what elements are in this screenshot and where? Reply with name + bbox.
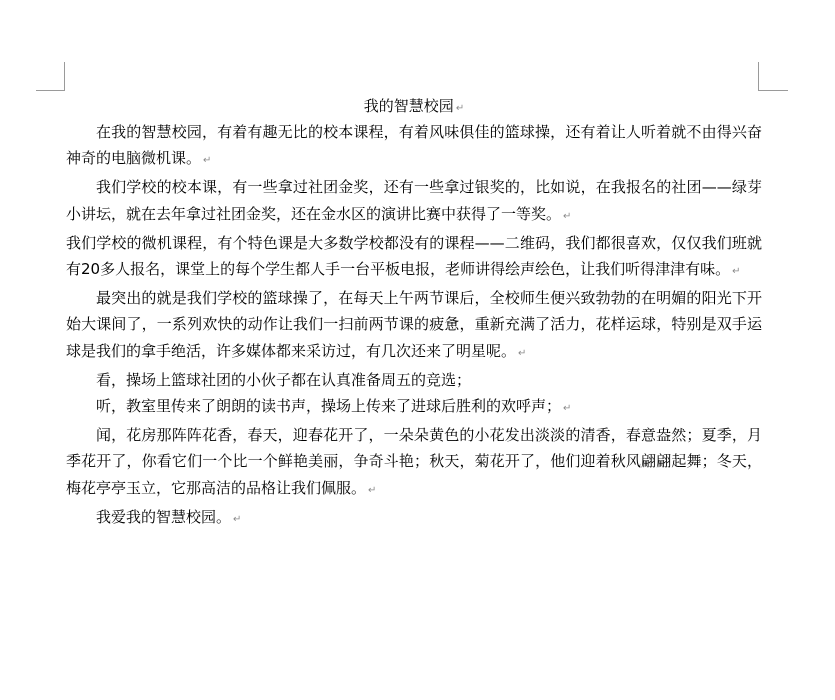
crop-mark-top-right-vertical — [758, 62, 759, 90]
paragraph — [66, 285, 762, 367]
crop-mark-top-left-vertical — [64, 62, 65, 90]
paragraph-mark-icon: ↵ — [563, 403, 572, 415]
paragraph — [66, 119, 762, 174]
document-body[interactable] — [66, 93, 762, 533]
paragraph-text: 我爱我的智慧校园。 — [96, 507, 232, 526]
paragraph — [66, 422, 762, 504]
paragraph-mark-icon: ↵ — [455, 103, 465, 114]
paragraph-mark-icon: ↵ — [368, 484, 377, 496]
paragraph — [66, 393, 762, 422]
document-title — [66, 93, 762, 119]
paragraph — [66, 174, 762, 229]
paragraph-text: 最突出的就是我们学校的篮球操了，在每天上午两节课后，全校师生便兴致勃勃的在明媚的阳光下开始大课间了，一系列欢快的动作让我们一扫前两节课的疲惫，重新充满了活力，花样运球，特别是双手运球是我们的拿手绝活，许多媒体都来采访过，有几次还来了明星呢。 — [66, 289, 762, 360]
paragraph — [66, 367, 762, 393]
paragraph-mark-icon: ↵ — [732, 266, 741, 278]
paragraph-mark-icon: ↵ — [563, 210, 572, 222]
paragraph-text: 闻，花房那阵阵花香，春天，迎春花开了，一朵朵黄色的小花发出淡淡的清香，春意盎然；夏季，月季花开了，你看它们一个比一个鲜艳美丽，争奇斗艳；秋天，菊花开了，他们迎着秋风翩翩起舞；冬天，梅花亭亭玉立，它那高洁的品格让我们佩服。 — [66, 426, 762, 497]
paragraph-text: 听，教室里传来了朗朗的读书声，操场上传来了进球后胜利的欢呼声； — [96, 397, 562, 416]
paragraph-text: 我们学校的校本课，有一些拿过社团金奖，还有一些拿过银奖的，比如说，在我报名的社团——绿芽小讲坛，就在去年拿过社团金奖，还在金水区的演讲比赛中获得了一等奖。 — [66, 178, 762, 223]
paragraph — [66, 504, 762, 533]
paragraph-text: 看，操场上篮球社团的小伙子都在认真准备周五的竞选； — [96, 370, 472, 389]
crop-mark-top-right-horizontal — [758, 90, 788, 91]
paragraph — [66, 230, 762, 285]
paragraph-mark-icon: ↵ — [518, 347, 527, 359]
paragraph-text: 在我的智慧校园，有着有趣无比的校本课程，有着风味俱佳的篮球操，还有着让人听着就不由得兴奋神奇的电脑微机课。 — [66, 123, 762, 168]
paragraph-text: 我们学校的微机课程，有个特色课是大多数学校都没有的课程——二维码，我们都很喜欢，仅仅我们班就有20多人报名，课堂上的每个学生都人手一台平板电报，老师讲得绘声绘色，让我们听得津津有味。 — [66, 233, 762, 279]
paragraph-mark-icon: ↵ — [233, 513, 242, 525]
paragraph-mark-icon: ↵ — [203, 155, 212, 167]
title-text: 我的智慧校园 — [363, 97, 454, 115]
crop-mark-top-left-horizontal — [36, 90, 65, 91]
